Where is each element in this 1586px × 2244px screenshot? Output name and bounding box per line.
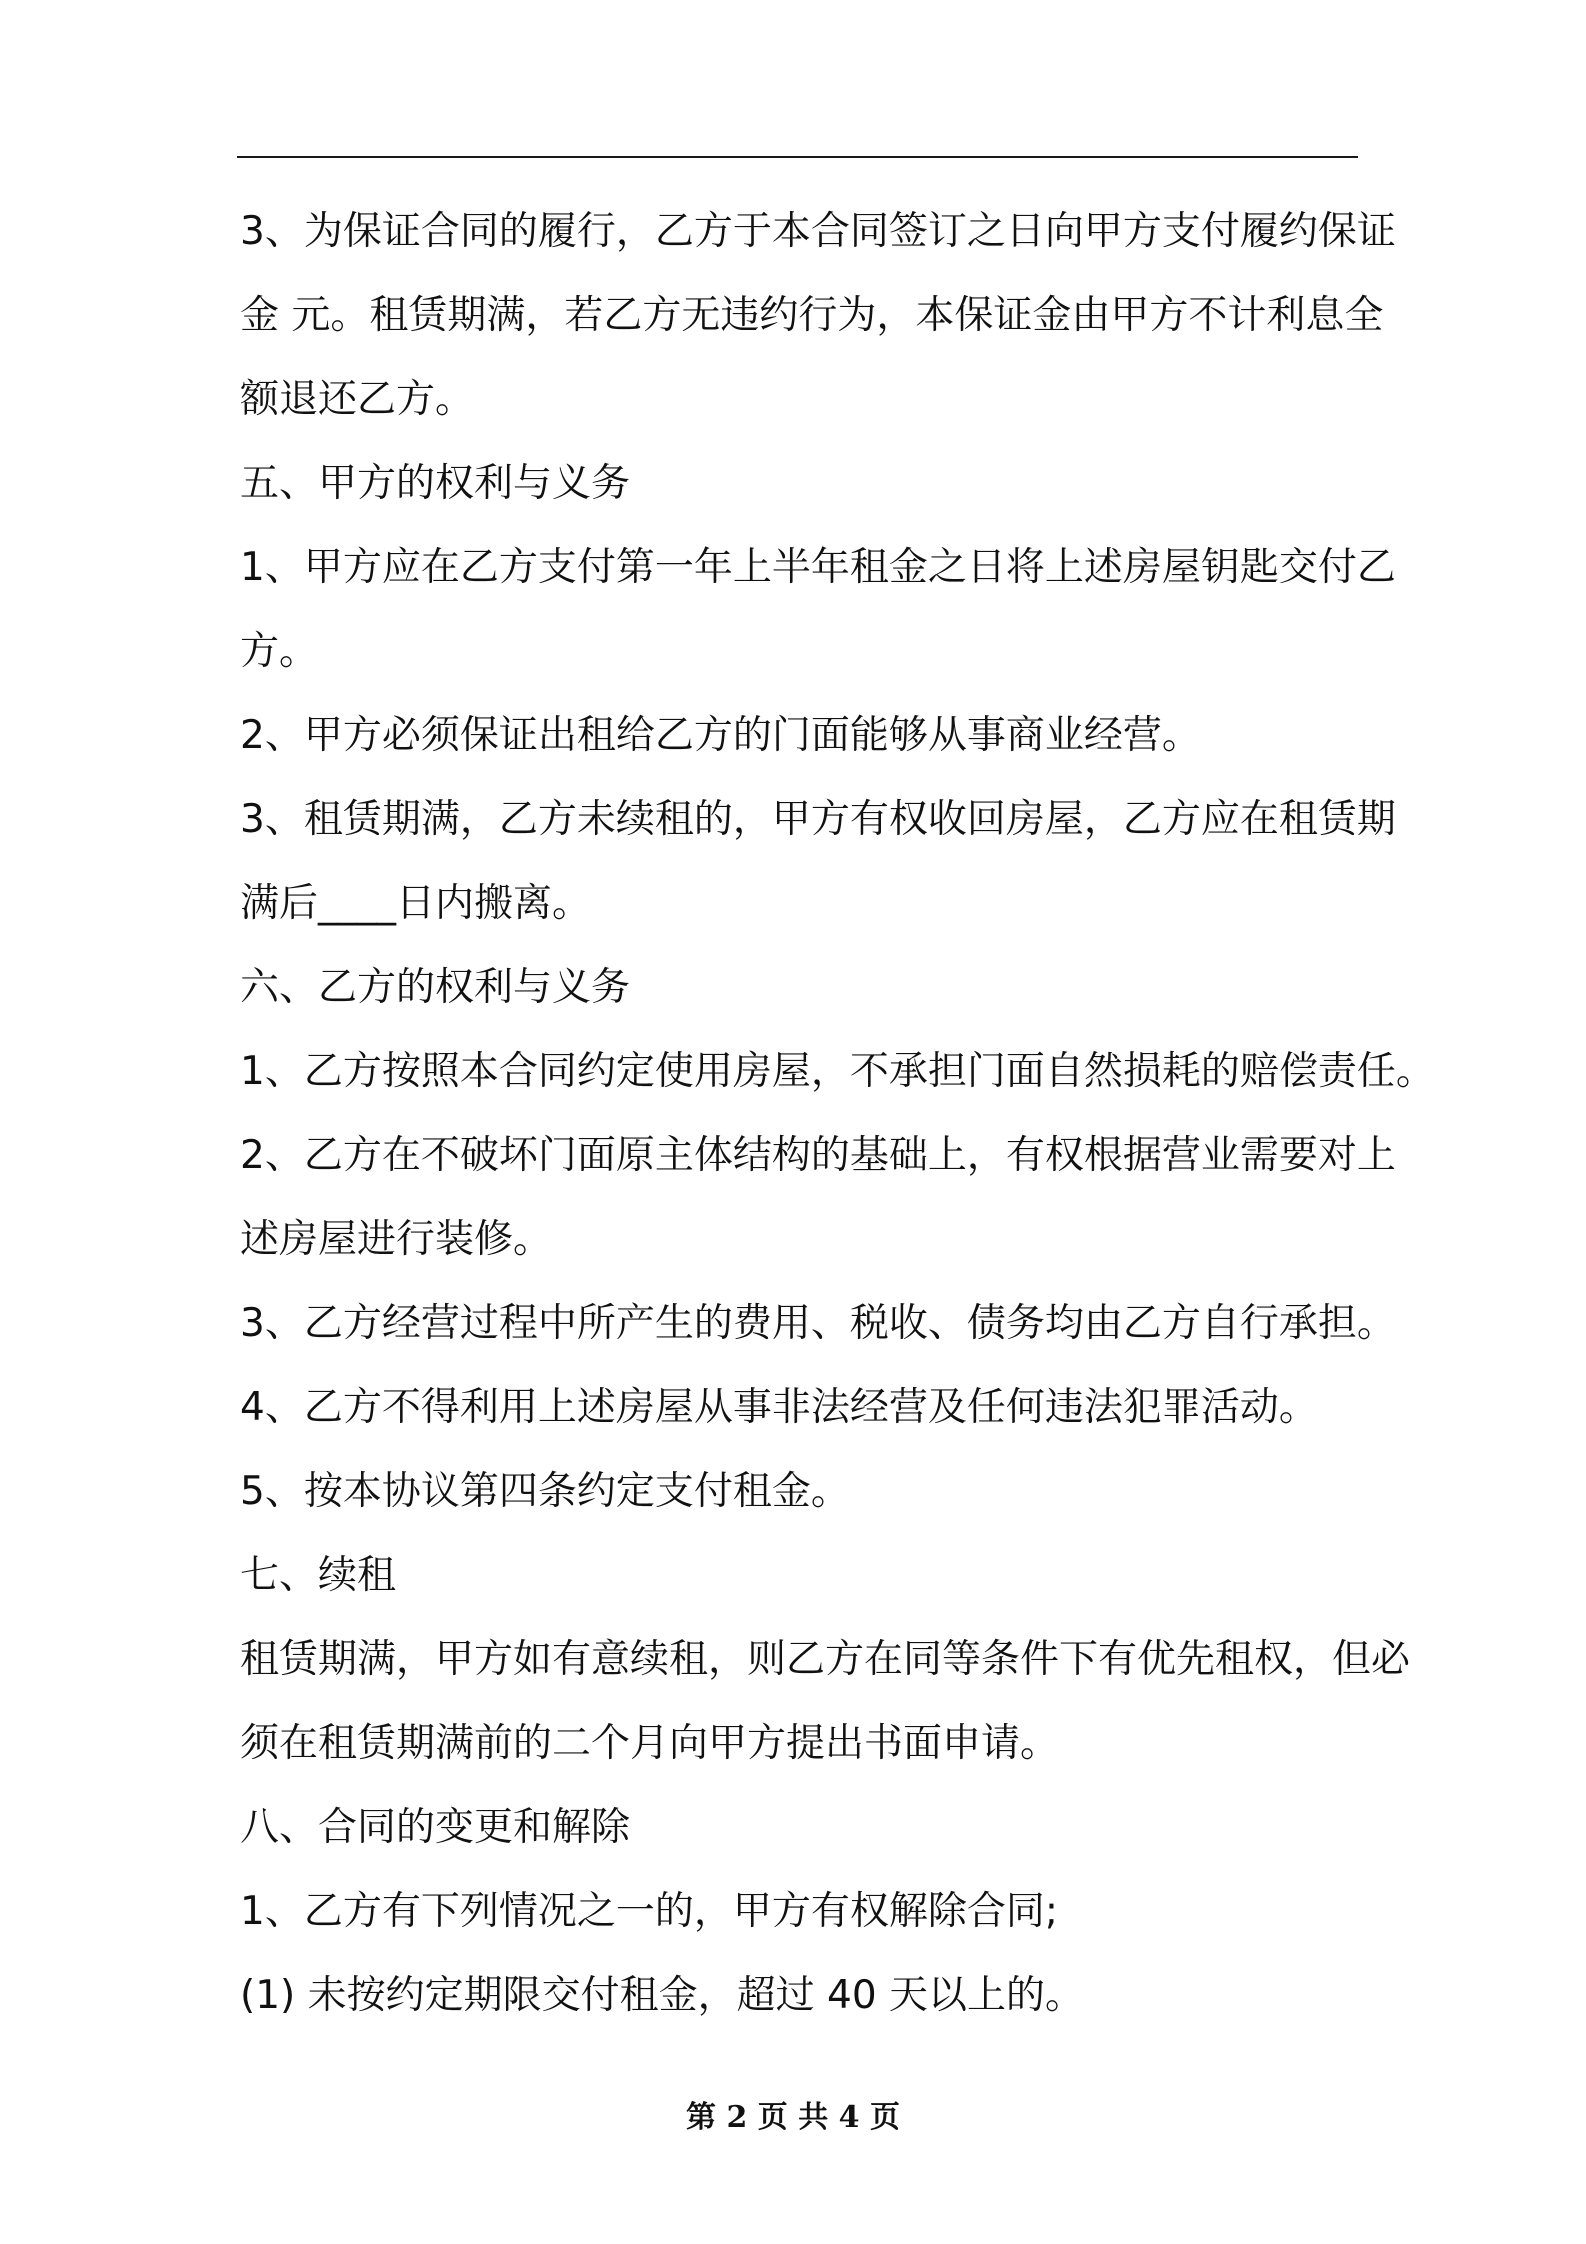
text-line: 额退还乙方。 (240, 377, 475, 422)
text-line: (1) 未按约定期限交付租金，超过 40 天以上的。 (240, 1973, 1085, 2018)
text-line: 3、租赁期满，乙方未续租的，甲方有权收回房屋，乙方应在租赁期 (240, 797, 1396, 842)
section-heading: 八、合同的变更和解除 (240, 1805, 631, 1850)
text-line: 1、乙方有下列情况之一的，甲方有权解除合同; (240, 1889, 1058, 1934)
text-line: 方。 (240, 629, 319, 674)
text-line: 满后____日内搬离。 (240, 881, 592, 926)
text-line: 1、乙方按照本合同约定使用房屋，不承担门面自然损耗的赔偿责任。 (240, 1049, 1435, 1094)
text-line: 须在租赁期满前的二个月向甲方提出书面申请。 (240, 1721, 1060, 1766)
section-heading: 七、续租 (240, 1553, 397, 1598)
text-line: 3、乙方经营过程中所产生的费用、税收、债务均由乙方自行承担。 (240, 1301, 1396, 1346)
text-line: 2、甲方必须保证出租给乙方的门面能够从事商业经营。 (240, 713, 1201, 758)
document-body (240, 190, 1435, 2038)
section-heading: 六、乙方的权利与义务 (240, 965, 631, 1010)
text-line: 1、甲方应在乙方支付第一年上半年租金之日将上述房屋钥匙交付乙 (240, 545, 1396, 590)
header-rule (237, 156, 1358, 158)
text-line: 5、按本协议第四条约定支付租金。 (240, 1469, 850, 1514)
text-line: 3、为保证合同的履行，乙方于本合同签订之日向甲方支付履约保证 (240, 209, 1396, 254)
section-heading: 五、甲方的权利与义务 (240, 461, 631, 506)
text-line: 述房屋进行装修。 (240, 1217, 553, 1262)
text-line: 4、乙方不得利用上述房屋从事非法经营及任何违法犯罪活动。 (240, 1385, 1318, 1430)
text-line: 金 元。租赁期满，若乙方无违约行为，本保证金由甲方不计利息全 (240, 293, 1384, 338)
page-number-footer: 第 2 页 共 4 页 (686, 2100, 900, 2135)
text-line: 2、乙方在不破坏门面原主体结构的基础上，有权根据营业需要对上 (240, 1133, 1396, 1178)
text-line: 租赁期满，甲方如有意续租，则乙方在同等条件下有优先租权，但必 (240, 1637, 1411, 1682)
